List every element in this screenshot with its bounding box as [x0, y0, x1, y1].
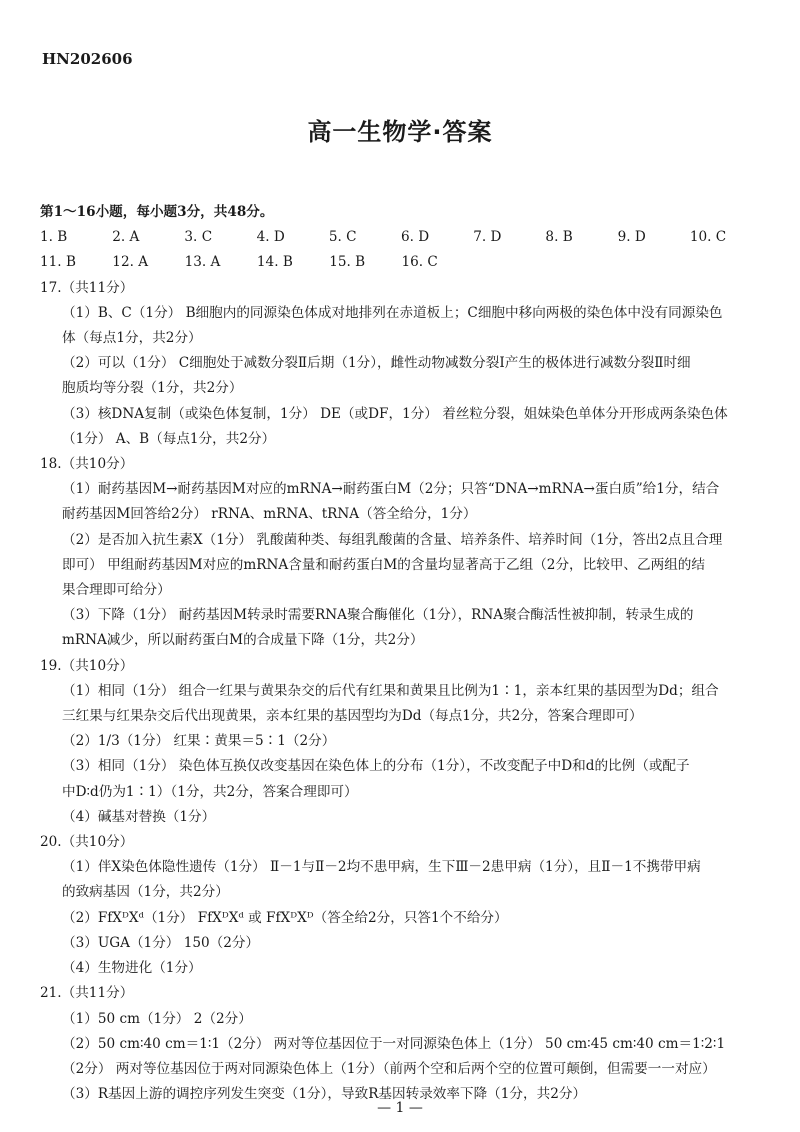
answer-line: （2）1/3（1分） 红果∶黄果＝5∶1（2分）: [62, 733, 336, 750]
mcq-answer: 2. A: [112, 229, 140, 246]
answer-line: 即可） 甲组耐药基因M对应的mRNA含量和耐药蛋白M的含量均显著高于乙组（2分，比较甲、乙两组的结: [62, 556, 705, 573]
mcq-answer: 6. D: [401, 229, 430, 246]
answer-line: （4）生物进化（1分）: [62, 960, 202, 977]
answer-line: （1）B、C（1分） B细胞内的同源染色体成对地排列在赤道板上；C细胞中移向两极的染色体中没有同源染色: [62, 304, 723, 321]
answer-line: （2分） 两对等位基因位于两对同源染色体上（1分）（前两个空和后两个空的位置可颠倒，但需要一一对应）: [62, 1060, 716, 1077]
mcq-row-1: [40, 225, 762, 250]
answer-line: （1）伴X染色体隐性遗传（1分） Ⅱ－1与Ⅱ－2均不患甲病，生下Ⅲ－2患甲病（1分），且Ⅱ－1不携带甲病: [62, 859, 701, 876]
answer-line: （4）碱基对替换（1分）: [62, 808, 216, 825]
mcq-answer: 1. B: [40, 229, 68, 246]
question-header: 19.（共10分）: [40, 657, 134, 674]
mcq-answer: 10. C: [689, 229, 727, 246]
answer-line: （2）可以（1分） C细胞处于减数分裂Ⅱ后期（1分），雌性动物减数分裂Ⅰ产生的极体进行减数分裂Ⅱ时细: [62, 355, 691, 372]
mcq-answer: 15. B: [329, 254, 366, 271]
answer-line: 果合理即可给分）: [62, 582, 171, 599]
doc-code: HN202606: [42, 50, 133, 68]
mcq-answer: 11. B: [40, 254, 76, 271]
mcq-answer: 5. C: [328, 229, 357, 246]
mcq-row-2: [40, 250, 762, 275]
answer-line: （3）下降（1分） 耐药基因M转录时需要RNA聚合酶催化（1分），RNA聚合酶活性被抑制，转录生成的: [62, 607, 694, 624]
answer-lines: [40, 276, 762, 1108]
question-header: 18.（共10分）: [40, 456, 134, 473]
answer-line: mRNA减少，所以耐药蛋白M的合成量下降（1分，共2分）: [62, 632, 424, 649]
answer-line: 胞质均等分裂（1分，共2分）: [62, 380, 243, 397]
mcq-answer: 8. B: [545, 229, 573, 246]
answer-line: 耐药基因M回答给2分） rRNA、mRNA、tRNA（答全给分，1分）: [62, 506, 477, 523]
mcq-answer: 12. A: [112, 254, 149, 271]
answer-line: （2）50 cm∶40 cm＝1∶1（2分） 两对等位基因位于一对同源染色体上（1分） 50 cm∶45 cm∶40 cm＝1∶2∶1: [62, 1035, 726, 1052]
answer-line: （3）相同（1分） 染色体互换仅改变基因在染色体上的分布（1分），不改变配子中D和d的比例（或配子: [62, 758, 690, 775]
mcq-answer: 9. D: [617, 229, 646, 246]
mcq-answer: 16. C: [401, 254, 438, 271]
answer-line: （2）FfXᴰXᵈ（1分） FfXᴰXᵈ 或 FfXᴰXᴰ（答全给2分，只答1个不给分）: [62, 909, 508, 926]
answer-line: （2）是否加入抗生素X（1分） 乳酸菌种类、每组乳酸菌的含量、培养条件、培养时间（1分，答出2点且合理: [62, 531, 723, 548]
answer-content: [40, 200, 762, 1107]
page-title: 高一生物学·答案: [307, 118, 493, 146]
mcq-answer: 14. B: [256, 254, 293, 271]
mcq-answer: 3. C: [184, 229, 213, 246]
answer-line: 三红果与红果杂交后代出现黄果，亲本红果的基因型均为Dd（每点1分，共2分，答案合理即可）: [62, 708, 643, 725]
answer-line: （1）50 cm（1分） 2（2分）: [62, 1010, 252, 1027]
answer-line: （3）核DNA复制（或染色体复制，1分） DE（或DF，1分） 着丝粒分裂，姐妹染色单体分开形成两条染色体: [62, 405, 728, 422]
question-header: 20.（共10分）: [40, 834, 134, 851]
mcq-answer: 13. A: [184, 254, 221, 271]
answer-line: 的致病基因（1分，共2分）: [62, 884, 229, 901]
answer-line: （1）耐药基因M→耐药基因M对应的mRNA→耐药蛋白M（2分；只答“DNA→mRNA→蛋白质”给1分，结合: [62, 481, 720, 498]
mcq-answer: 7. D: [473, 229, 502, 246]
answer-line: （3）UGA（1分） 150（2分）: [62, 934, 260, 951]
mcq-answer: 4. D: [256, 229, 285, 246]
mcq-intro: 第1～16小题，每小题3分，共48分。: [40, 204, 274, 220]
answer-line: 体（每点1分，共2分）: [62, 330, 202, 347]
answer-line: （1分） A、B（每点1分，共2分）: [62, 430, 276, 447]
question-header: 21.（共11分）: [40, 985, 134, 1002]
question-header: 17.（共11分）: [40, 279, 134, 296]
answer-line: （3）R基因上游的调控序列发生突变（1分），导致R基因转录效率下降（1分，共2分）: [62, 1086, 587, 1103]
answer-line: 中D∶d仍为1∶1）（1分，共2分，答案合理即可）: [62, 783, 358, 800]
page-number: — 1 —: [377, 1100, 423, 1116]
answer-line: （1）相同（1分） 组合一红果与黄果杂交的后代有红果和黄果且比例为1∶1，亲本红果的基因型为Dd；组合: [62, 682, 719, 699]
